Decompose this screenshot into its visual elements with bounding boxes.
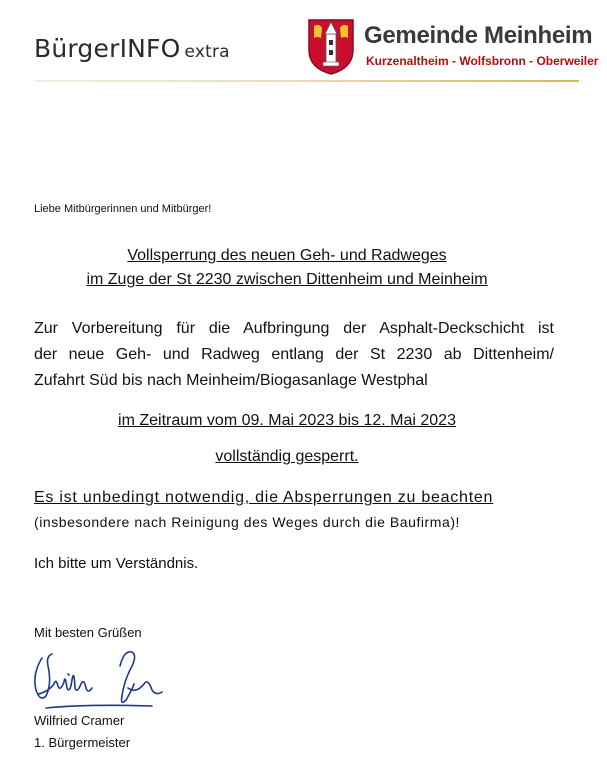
headline-line-1: Vollsperrung des neuen Geh- und Radweges (127, 247, 447, 264)
salutation: Liebe Mitbürgerinnen und Mitbürger! (34, 203, 212, 215)
closing-regards: Mit besten Grüßen (34, 625, 142, 640)
body-line: der neue Geh- und Radweg entlang der St 2230 ab Dittenheim/ (34, 346, 554, 363)
header-divider (34, 80, 579, 82)
headline-line-2: im Zuge der St 2230 zwischen Dittenheim und Meinheim (86, 271, 488, 288)
brand-suffix: extra (184, 42, 230, 62)
municipality-name: Gemeinde Meinheim (364, 22, 593, 49)
body-paragraph (34, 316, 554, 394)
body-line: Zur Vorbereitung für die Aufbringung der Asphalt-Deckschicht ist (34, 320, 554, 337)
signer-name: Wilfried Cramer (34, 713, 125, 728)
closure-status: vollständig gesperrt. (215, 448, 359, 465)
coat-of-arms-icon (307, 18, 355, 76)
brand-title (34, 34, 230, 63)
warning-text: Es ist unbedingt notwendig, die Absperrungen zu beachten (34, 489, 494, 506)
body-line: Zufahrt Süd bis nach Meinheim/Biogasanlage Westphal (34, 372, 428, 389)
request-for-understanding: Ich bitte um Verständnis. (34, 555, 199, 572)
handwritten-signature (28, 644, 168, 712)
closure-period: im Zeitraum vom 09. Mai 2023 bis 12. Mai 2023 (118, 412, 456, 429)
municipality-districts: Kurzenaltheim - Wolfsbronn - Oberweiler (366, 54, 599, 68)
warning-note: (insbesondere nach Reinigung des Weges durch die Baufirma)! (34, 514, 460, 530)
brand-name: BürgerINFO (34, 34, 181, 63)
signer-role: 1. Bürgermeister (34, 735, 131, 750)
